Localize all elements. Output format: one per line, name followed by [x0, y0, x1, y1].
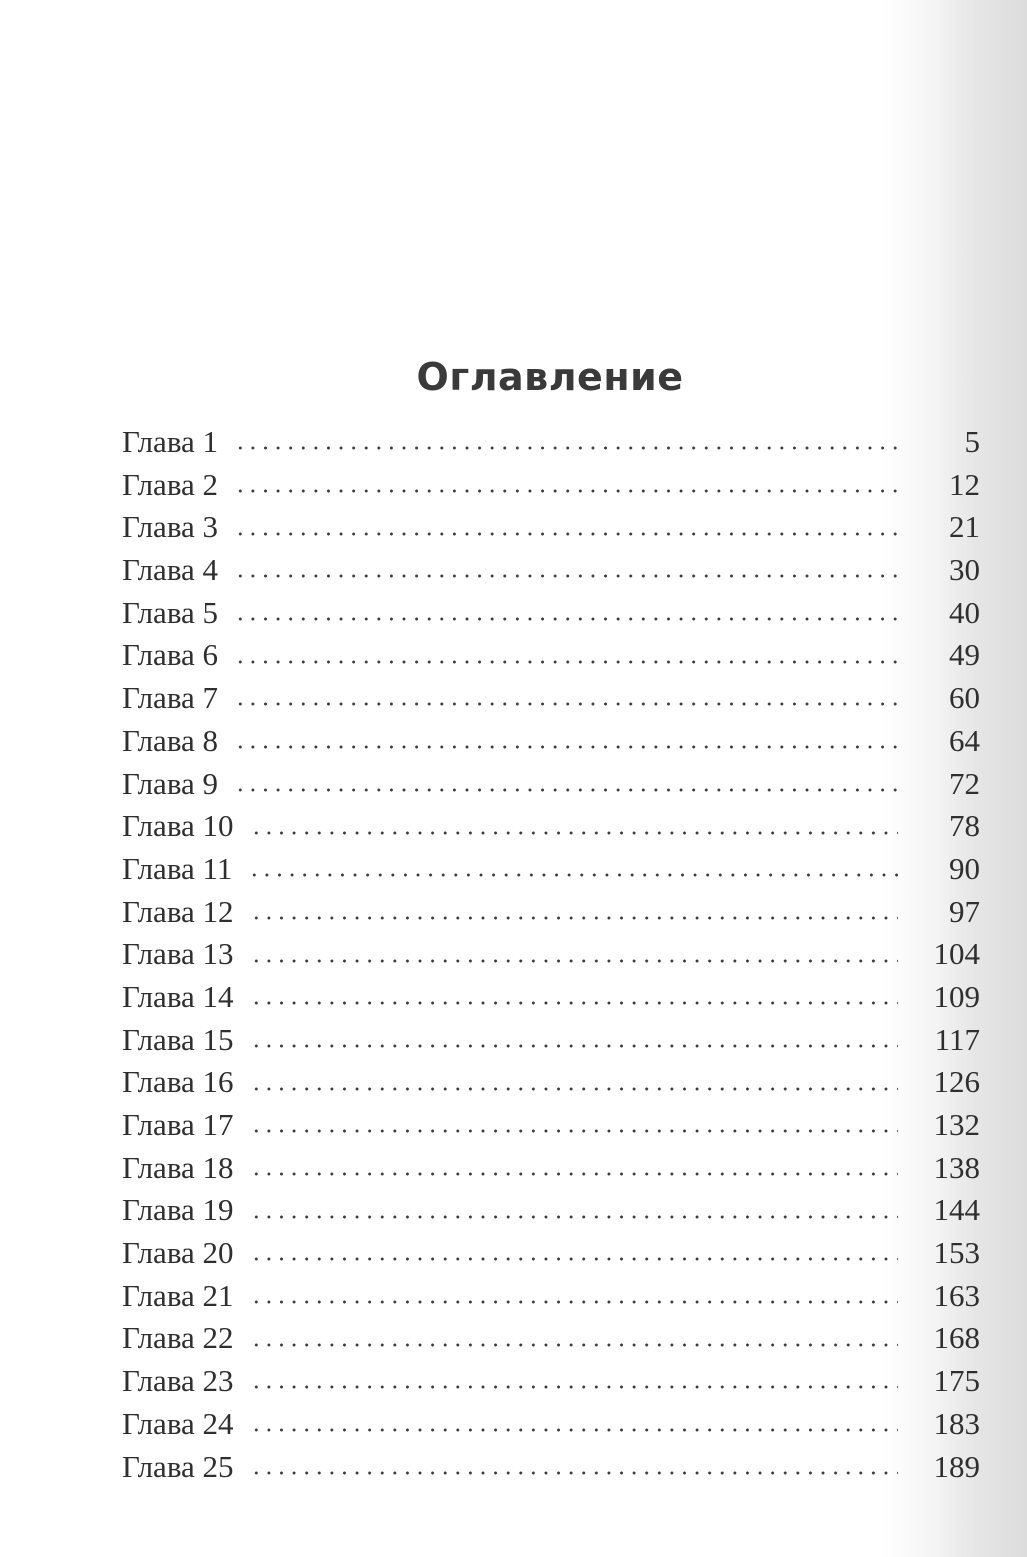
toc-entry[interactable]: [122, 506, 980, 549]
toc-entry[interactable]: [122, 1446, 980, 1489]
toc-entry-page: 5: [964, 424, 980, 459]
toc-entry-page: 97: [949, 893, 980, 929]
page-title: Оглавление: [416, 355, 684, 400]
toc-entry-label: Глава 17: [122, 1107, 234, 1142]
toc-entry-label: Глава 9: [122, 765, 219, 801]
toc-entry-page: 138: [933, 1149, 980, 1185]
toc-entry-page: 49: [949, 637, 980, 673]
toc-entry-label: Глава 25: [122, 1448, 234, 1484]
toc-leader-dots: [250, 826, 898, 840]
toc-entry[interactable]: [122, 549, 980, 592]
toc-entry[interactable]: [122, 933, 980, 976]
toc-entry-label: Глава 12: [122, 893, 234, 929]
toc-leader-dots: [250, 911, 898, 925]
toc-entry-label: Глава 5: [122, 594, 219, 630]
toc-entry[interactable]: [122, 464, 980, 507]
toc-entry-page: 40: [949, 594, 980, 630]
toc-entry[interactable]: [122, 720, 980, 763]
toc-entry-label: Глава 21: [122, 1277, 234, 1313]
toc-entry-page: 175: [933, 1363, 980, 1399]
toc-entry-label: Глава 10: [122, 808, 234, 844]
toc-entry-page: 109: [933, 978, 980, 1014]
toc-leader-dots: [250, 1124, 898, 1138]
toc-leader-dots: [250, 1252, 898, 1266]
toc-entry-label: Глава 23: [122, 1363, 234, 1399]
toc-leader-dots: [250, 1380, 898, 1394]
toc-entry-label: Глава 8: [122, 722, 219, 758]
toc-entry-label: Глава 1: [122, 424, 219, 459]
toc-entry-label: Глава 15: [122, 1021, 234, 1057]
toc-entry-label: Глава 18: [122, 1149, 234, 1185]
toc-entry-page: 189: [933, 1448, 980, 1484]
toc-entry[interactable]: [122, 891, 980, 934]
toc-entry-label: Глава 19: [122, 1192, 234, 1228]
toc-entry-label: Глава 3: [122, 509, 219, 545]
toc-entry[interactable]: [122, 592, 980, 635]
toc-entry-label: Глава 16: [122, 1064, 234, 1100]
toc-leader-dots: [234, 484, 898, 498]
toc-entry-page: 132: [933, 1107, 980, 1142]
toc-entry[interactable]: [122, 1360, 980, 1403]
toc-entry-page: 183: [933, 1405, 980, 1441]
toc-entry-label: Глава 13: [122, 936, 234, 972]
toc-leader-dots: [234, 527, 898, 541]
toc-entry[interactable]: [122, 677, 980, 720]
toc-leader-dots: [250, 1295, 898, 1309]
toc-entry[interactable]: [122, 1061, 980, 1104]
toc-entry-page: 104: [933, 936, 980, 972]
toc-leader-dots: [234, 655, 898, 669]
toc-leader-dots: [234, 441, 898, 455]
toc-entry[interactable]: [122, 1189, 980, 1232]
toc-entry-page: 78: [949, 808, 980, 844]
toc-leader-dots: [234, 697, 898, 711]
toc-leader-dots: [250, 1466, 898, 1480]
toc-leader-dots: [234, 612, 898, 626]
toc-entry-label: Глава 4: [122, 552, 219, 588]
toc-entry-label: Глава 14: [122, 978, 234, 1014]
toc-entry-page: 64: [949, 722, 980, 758]
toc-leader-dots: [250, 954, 898, 968]
toc-leader-dots: [248, 868, 898, 882]
toc-entry[interactable]: [122, 1232, 980, 1275]
toc-leader-dots: [250, 1082, 898, 1096]
toc-leader-dots: [250, 1210, 898, 1224]
toc-leader-dots: [250, 1338, 898, 1352]
toc-leader-dots: [234, 783, 898, 797]
toc-entry-page: 90: [949, 850, 980, 886]
toc-entry-page: 163: [933, 1277, 980, 1313]
toc-entry[interactable]: [122, 1275, 980, 1318]
toc-leader-dots: [234, 569, 898, 583]
toc-entry-page: 117: [934, 1021, 980, 1057]
toc-entry-label: Глава 7: [122, 680, 219, 716]
toc-entry-page: 72: [949, 765, 980, 801]
toc-entry-page: 12: [949, 466, 980, 502]
toc-leader-dots: [250, 1039, 898, 1053]
toc-leader-dots: [250, 1167, 898, 1181]
toc-entry[interactable]: [122, 1317, 980, 1360]
toc-entry-label: Глава 11: [122, 850, 233, 886]
toc-entry-page: 30: [949, 552, 980, 588]
toc-entry[interactable]: [122, 976, 980, 1019]
table-of-contents: [122, 421, 980, 1488]
toc-entry[interactable]: [122, 848, 980, 891]
toc-entry-label: Глава 20: [122, 1235, 234, 1271]
toc-entry[interactable]: [122, 1147, 980, 1190]
toc-entry-page: 21: [949, 509, 980, 545]
toc-entry-label: Глава 2: [122, 466, 219, 502]
toc-entry-page: 60: [949, 680, 980, 716]
toc-entry[interactable]: [122, 1403, 980, 1446]
toc-leader-dots: [250, 1423, 898, 1437]
toc-entry[interactable]: [122, 634, 980, 677]
toc-entry-label: Глава 24: [122, 1405, 234, 1441]
toc-entry[interactable]: [122, 421, 980, 464]
toc-leader-dots: [234, 740, 898, 754]
toc-entry-page: 144: [933, 1192, 980, 1228]
toc-entry-label: Глава 22: [122, 1320, 234, 1356]
toc-entry-page: 153: [933, 1235, 980, 1271]
toc-entry-label: Глава 6: [122, 637, 219, 673]
toc-entry[interactable]: [122, 1104, 980, 1147]
toc-entry[interactable]: [122, 763, 980, 806]
toc-entry[interactable]: [122, 805, 980, 848]
toc-leader-dots: [250, 996, 898, 1010]
toc-entry[interactable]: [122, 1019, 980, 1062]
toc-entry-page: 168: [933, 1320, 980, 1356]
toc-entry-page: 126: [933, 1064, 980, 1100]
